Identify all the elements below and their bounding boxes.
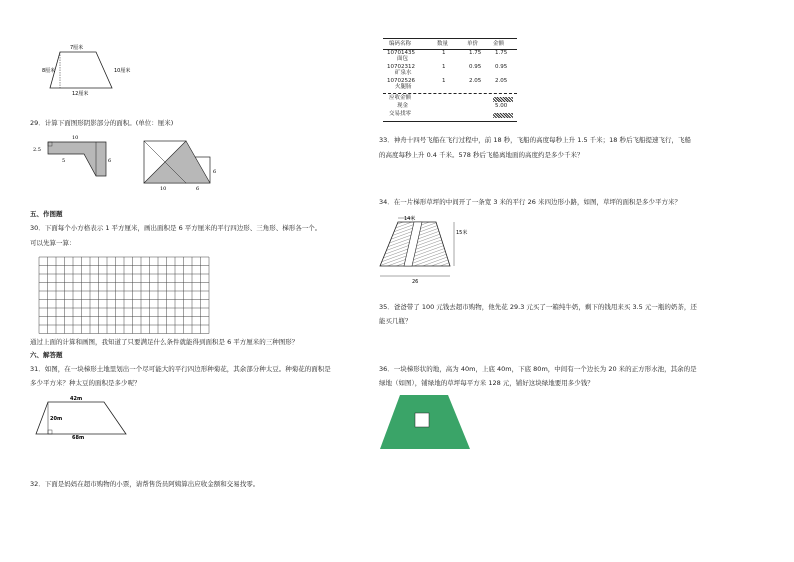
trapezoid-figure-top (30, 40, 150, 98)
receipt-due-label: 应收金额 (389, 95, 412, 101)
receipt-cash-label: 现金 (397, 103, 409, 109)
q29-text: 29．计算下面图形阴影部分的面积。(单位：厘米) (30, 119, 174, 127)
fig34-bottom: 26 (412, 279, 419, 285)
q31-line1: 31．如图，在一块梯形土地里划出一个尽可能大的平行四边形种菊花，其余部分种太豆。种菊花的面积是 (30, 365, 331, 373)
figure-29b (140, 137, 230, 194)
receipt-row-price: 2.05 (469, 78, 482, 84)
q35-line1: 35．爸爸带了 100 元钱去超市购物，他先花 29.3 元买了一箱纯牛奶，剩下的钱用来买 3.5 元一瓶的奶茶，还 (379, 303, 697, 311)
q36-line2: 绿地（如图），铺绿地的草坪每平方米 128 元，铺好这块绿地要用多少钱？ (379, 379, 594, 387)
receipt-row-qty: 1 (442, 78, 446, 84)
receipt-row-name: 面包 (397, 56, 409, 62)
q31-line2: 多少平方米？种太豆的面积是多少呢？ (30, 379, 141, 387)
fig29b-bottom-right: 6 (196, 186, 200, 192)
receipt-row-amount: 2.05 (495, 78, 508, 84)
receipt-items-rule (383, 93, 517, 94)
q30-after: 通过上面的计算和画图，我知道了只要满足什么条件就能得到面积是 6 平方厘米的三种图形？ (30, 338, 299, 346)
fig29a-right: 6 (108, 158, 112, 164)
fig29b-bottom-left: 10 (160, 186, 167, 192)
receipt-row-qty: 1 (442, 64, 446, 70)
fig29b-right: 6 (213, 169, 217, 175)
receipt-change-scribble (493, 113, 513, 118)
trap-left-label: 8厘米 (42, 68, 56, 74)
fig31-bottom: 68m (72, 435, 85, 440)
q33-line1: 33．神舟十四号飞船在飞行过程中，前 18 秒，飞船的高度每秒上升 1.5 千米；18 秒后飞船提速飞行，飞船 (379, 136, 691, 144)
q30-text: 30．下面每个小方格表示 1 平方厘米，画出面积是 6 平方厘米的平行四边形、三角形、梯形各一个。 (30, 224, 322, 232)
receipt-row-code: 10702526 (387, 78, 415, 84)
q33-line2: 的高度每秒上升 0.4 千米。578 秒后飞船离地面的高度约是多少千米？ (379, 151, 584, 159)
receipt-cash-value: 5.00 (495, 103, 508, 109)
section-5-title: 五、作图题 (30, 210, 63, 218)
receipt-change-label: 交易找零 (389, 111, 412, 117)
receipt-row-code: 10702312 (387, 64, 415, 70)
receipt-row-name: 火腿肠 (395, 84, 412, 90)
trap-bottom-label: 12厘米 (72, 91, 89, 97)
receipt-header-amount: 金额 (493, 41, 505, 47)
figure-36-green-trapezoid (378, 393, 478, 453)
section-6-title: 六、解答题 (30, 351, 63, 359)
q32-text: 32．下面是妈妈在超市购物的小票，请帮售货员阿姨算出应收金额和交易找零。 (30, 480, 260, 488)
figure-34-lawn (374, 210, 474, 290)
q36-line1: 36．一块梯形状的地，高为 40m，上底 40m，下底 80m，中间有一个边长为 20 米的正方形水池，其余的是 (379, 365, 697, 373)
receipt-row-amount: 1.75 (495, 50, 508, 56)
figure-31-trapezoid (30, 392, 134, 440)
receipt-header-price: 单价 (467, 41, 479, 47)
q30-sub: 可以先算一算： (30, 239, 76, 247)
receipt-row-code: 10701435 (387, 50, 415, 56)
fig31-top: 42m (70, 396, 83, 402)
fig29a-top: 10 (72, 135, 79, 141)
receipt-header-qty: 数量 (437, 41, 449, 47)
receipt-row-name: 矿泉水 (395, 70, 412, 76)
receipt-row-price: 0.95 (469, 64, 482, 70)
receipt-row-amount: 0.95 (495, 64, 508, 70)
fig29a-mid: 5 (62, 158, 66, 164)
receipt (383, 38, 517, 122)
fig29a-left: 2.5 (33, 147, 41, 153)
receipt-row-qty: 1 (442, 50, 446, 56)
q35-line2: 能买几瓶？ (379, 317, 412, 325)
trap-top-label: 7厘米 (70, 45, 84, 51)
fig34-height: 15米 (456, 230, 468, 236)
q34-text: 34．在一片梯形草坪的中间开了一条宽 3 米的平行 26 米四边形小路，如图，草坪的面积是多少平方米？ (379, 198, 681, 206)
square-grid (38, 256, 210, 334)
receipt-due-scribble (493, 97, 513, 102)
fig34-top: 14米 (404, 216, 416, 222)
receipt-header-name: 编码名称 (389, 41, 412, 47)
figure-29a (30, 130, 120, 180)
fig31-height: 20m (50, 416, 63, 422)
receipt-row-price: 1.75 (469, 50, 482, 56)
trap-right-label: 10厘米 (114, 68, 131, 74)
